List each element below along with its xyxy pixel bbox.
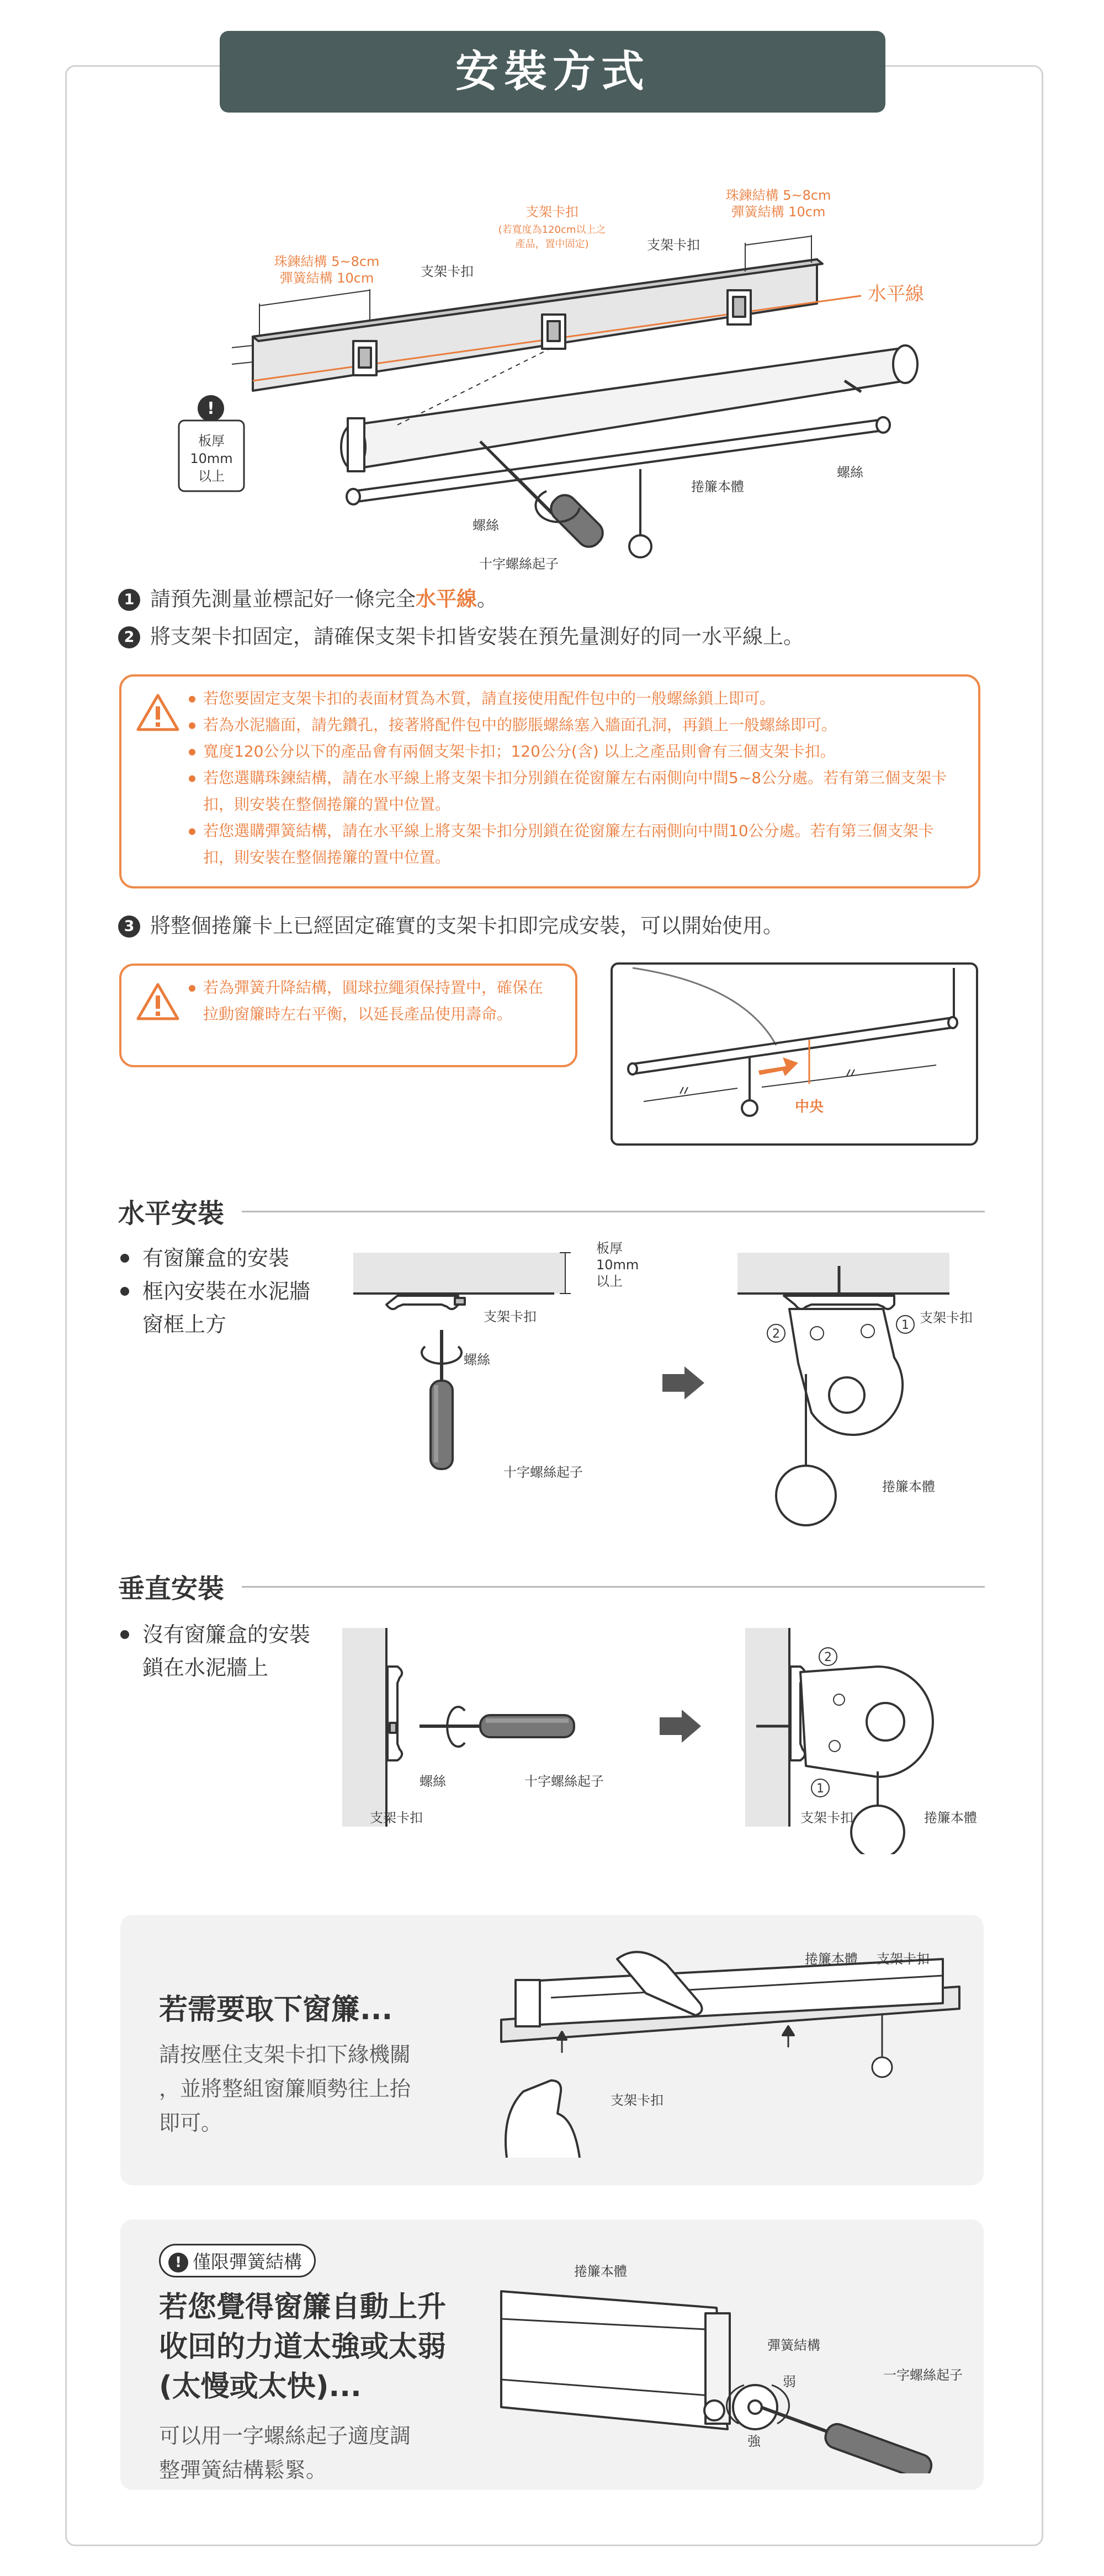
bracket-left-label: 支架卡扣 [421,264,474,279]
spring-text [159,2244,490,2487]
horizontal-install-heading: 水平安裝 [118,1198,225,1229]
h-board-2: 10mm [596,1257,639,1273]
warning-triangle-icon [136,982,180,1021]
board-label-3: 以上 [198,469,225,484]
board-label-1: 板厚 [198,433,225,449]
screw-right-label: 螺絲 [837,465,863,480]
alert-icon: ! [168,2253,188,2272]
spring-adjust-diagram [485,2242,970,2473]
remove-title: 若需要取下窗簾... [159,1993,393,2026]
svg-text:!: ! [207,399,215,418]
vertical-divider [242,1586,985,1588]
step-1-text: 請預先測量並標記好一條完全 [150,587,416,611]
screw-left-label: 螺絲 [473,518,499,533]
warning-box-1 [119,674,980,888]
h-bracket-label: 支架卡扣 [484,1309,537,1324]
center-cord-diagram [611,962,978,1146]
remove-line-1: 請按壓住支架卡扣下緣機關 [159,2042,411,2067]
spring-title-3: (太慢或太快)... [159,2370,362,2403]
warning-1-item: 若您選購彈簧結構，請在水平線上將支架卡扣分別鎖在從窗簾左右兩側向中間10公分處。若有第三個支架卡扣，則安裝在整個捲簾的置中位置。 [189,818,962,871]
step-2-number: 2 [118,626,140,648]
chain-left-label: 珠鍊結構 5~8cm [274,254,380,269]
flat-driver-label: 一字螺絲起子 [883,2367,963,2383]
step-1 [118,584,497,615]
vertical-install-heading: 垂直安裝 [118,1573,225,1604]
horizontal-bullets [118,1242,310,1341]
v-body-right-label: 捲簾本體 [924,1810,977,1825]
step-1-number: 1 [118,589,140,611]
remove-blind-box [120,1915,984,2185]
h-screw-label: 螺絲 [464,1352,490,1367]
warning-box-2 [119,964,577,1067]
warning-1-item: 寬度120公分以下的產品會有兩個支架卡扣；120公分(含) 以上之產品則會有三個支架卡扣。 [189,738,962,765]
spring-only-label: 僅限彈簧結構 [193,2251,302,2272]
warning-2-list [189,975,553,1028]
blind-body-label: 捲簾本體 [691,479,744,494]
step-2 [118,621,804,652]
v-step-1: 1 [816,1782,824,1796]
v-step-2: 2 [824,1651,832,1664]
spring-body-label: 捲簾本體 [574,2264,627,2279]
remove-line-2: ，並將整組窗簾順勢往上抬 [159,2077,411,2101]
warning-2-item: 若為彈簧升降結構，圓球拉繩須保持置中，確保在拉動窗簾時左右平衡，以延長產品使用壽命。 [189,975,553,1028]
step-1-highlight: 水平線 [416,587,477,611]
v-screw-label: 螺絲 [420,1774,446,1789]
board-label-2: 10mm [190,451,233,466]
h-board-1: 板厚 [596,1241,623,1256]
chain-right-label: 珠鍊結構 5~8cm [725,188,831,203]
warning-1-item: 若您要固定支架卡扣的表面材質為木質，請直接使用配件包中的一般螺絲鎖上即可。 [189,685,962,712]
step-1-end: 。 [477,587,497,611]
installation-overview-diagram [166,182,949,579]
strong-label: 強 [747,2434,761,2449]
spring-title-2: 收回的力道太強或太弱 [159,2330,447,2364]
warning-1-item: 若為水泥牆面，請先鑽孔，接著將配件包中的膨脹螺絲塞入牆面孔洞，再鎖上一般螺絲即可。 [189,712,962,738]
center-note-2: 產品，置中固定) [515,238,589,250]
remove-bracket-top-label: 支架卡扣 [877,1951,930,1967]
h-body-right-label: 捲簾本體 [882,1479,935,1494]
h-driver-label: 十字螺絲起子 [503,1465,583,1480]
remove-body-label: 捲簾本體 [805,1951,858,1967]
spring-adjust-box [120,2220,984,2490]
weak-label: 弱 [783,2374,796,2389]
spring-only-badge [159,2244,316,2277]
remove-blind-diagram [496,1937,970,2174]
h-board-3: 以上 [596,1274,623,1289]
step-3 [118,911,783,941]
v-bracket-right-label: 支架卡扣 [800,1810,853,1825]
step-3-text: 將整個捲簾卡上已經固定確實的支架卡扣即完成安裝，可以開始使用。 [150,914,783,938]
vertical-bullets [118,1618,310,1684]
spring-mech-label: 彈簧結構 [767,2338,820,2353]
center-label: 中央 [794,1099,824,1115]
remove-bracket-label: 支架卡扣 [611,2093,664,2108]
warning-1-list [189,685,962,871]
h-step-1: 1 [901,1318,909,1332]
spring-line-2: 整彈簧結構鬆緊。 [159,2458,327,2482]
horizontal-bullet-2-cont: 窗框上方 [142,1312,227,1337]
h-step-2: 2 [772,1327,780,1341]
horizontal-install-diagram [342,1236,1005,1545]
h-bracket-right-label: 支架卡扣 [920,1310,973,1326]
level-line-label: 水平線 [868,283,924,305]
vertical-bullet-1: 沒有窗簾盒的安裝 [118,1618,310,1651]
horizontal-bullet-1: 有窗簾盒的安裝 [118,1242,310,1275]
spring-right-label: 彈簧結構 10cm [731,204,826,220]
v-driver-label: 十字螺絲起子 [524,1774,604,1789]
warning-1-item: 若您選購珠鍊結構，請在水平線上將支架卡扣分別鎖在從窗簾左右兩側向中間5~8公分處。若有第三個支架卡扣，則安裝在整個捲簾的置中位置。 [189,765,962,818]
step-3-number: 3 [118,916,140,938]
spring-line-1: 可以用一字螺絲起子適度調 [159,2424,411,2448]
remove-text [159,1990,468,2140]
warning-triangle-icon [136,693,180,732]
vertical-bullet-1-cont: 鎖在水泥牆上 [142,1656,269,1680]
page-title: 安裝方式 [220,31,885,113]
driver-label: 十字螺絲起子 [479,556,559,572]
spring-left-label: 彈簧結構 10cm [279,270,374,286]
horizontal-divider [242,1211,985,1212]
horizontal-bullet-2: 框內安裝在水泥牆 [118,1275,310,1308]
v-bracket-label: 支架卡扣 [370,1810,423,1825]
vertical-install-diagram [337,1622,999,1854]
spring-title-1: 若您覺得窗簾自動上升 [159,2291,447,2324]
step-2-text: 將支架卡扣固定，請確保支架卡扣皆安裝在預先量測好的同一水平線上。 [150,625,804,648]
center-bracket-label: 支架卡扣 [526,204,578,220]
center-note-1: (若寬度為120cm以上之 [498,224,606,236]
remove-line-3: 即可。 [159,2111,222,2135]
bracket-right-label: 支架卡扣 [647,237,700,253]
